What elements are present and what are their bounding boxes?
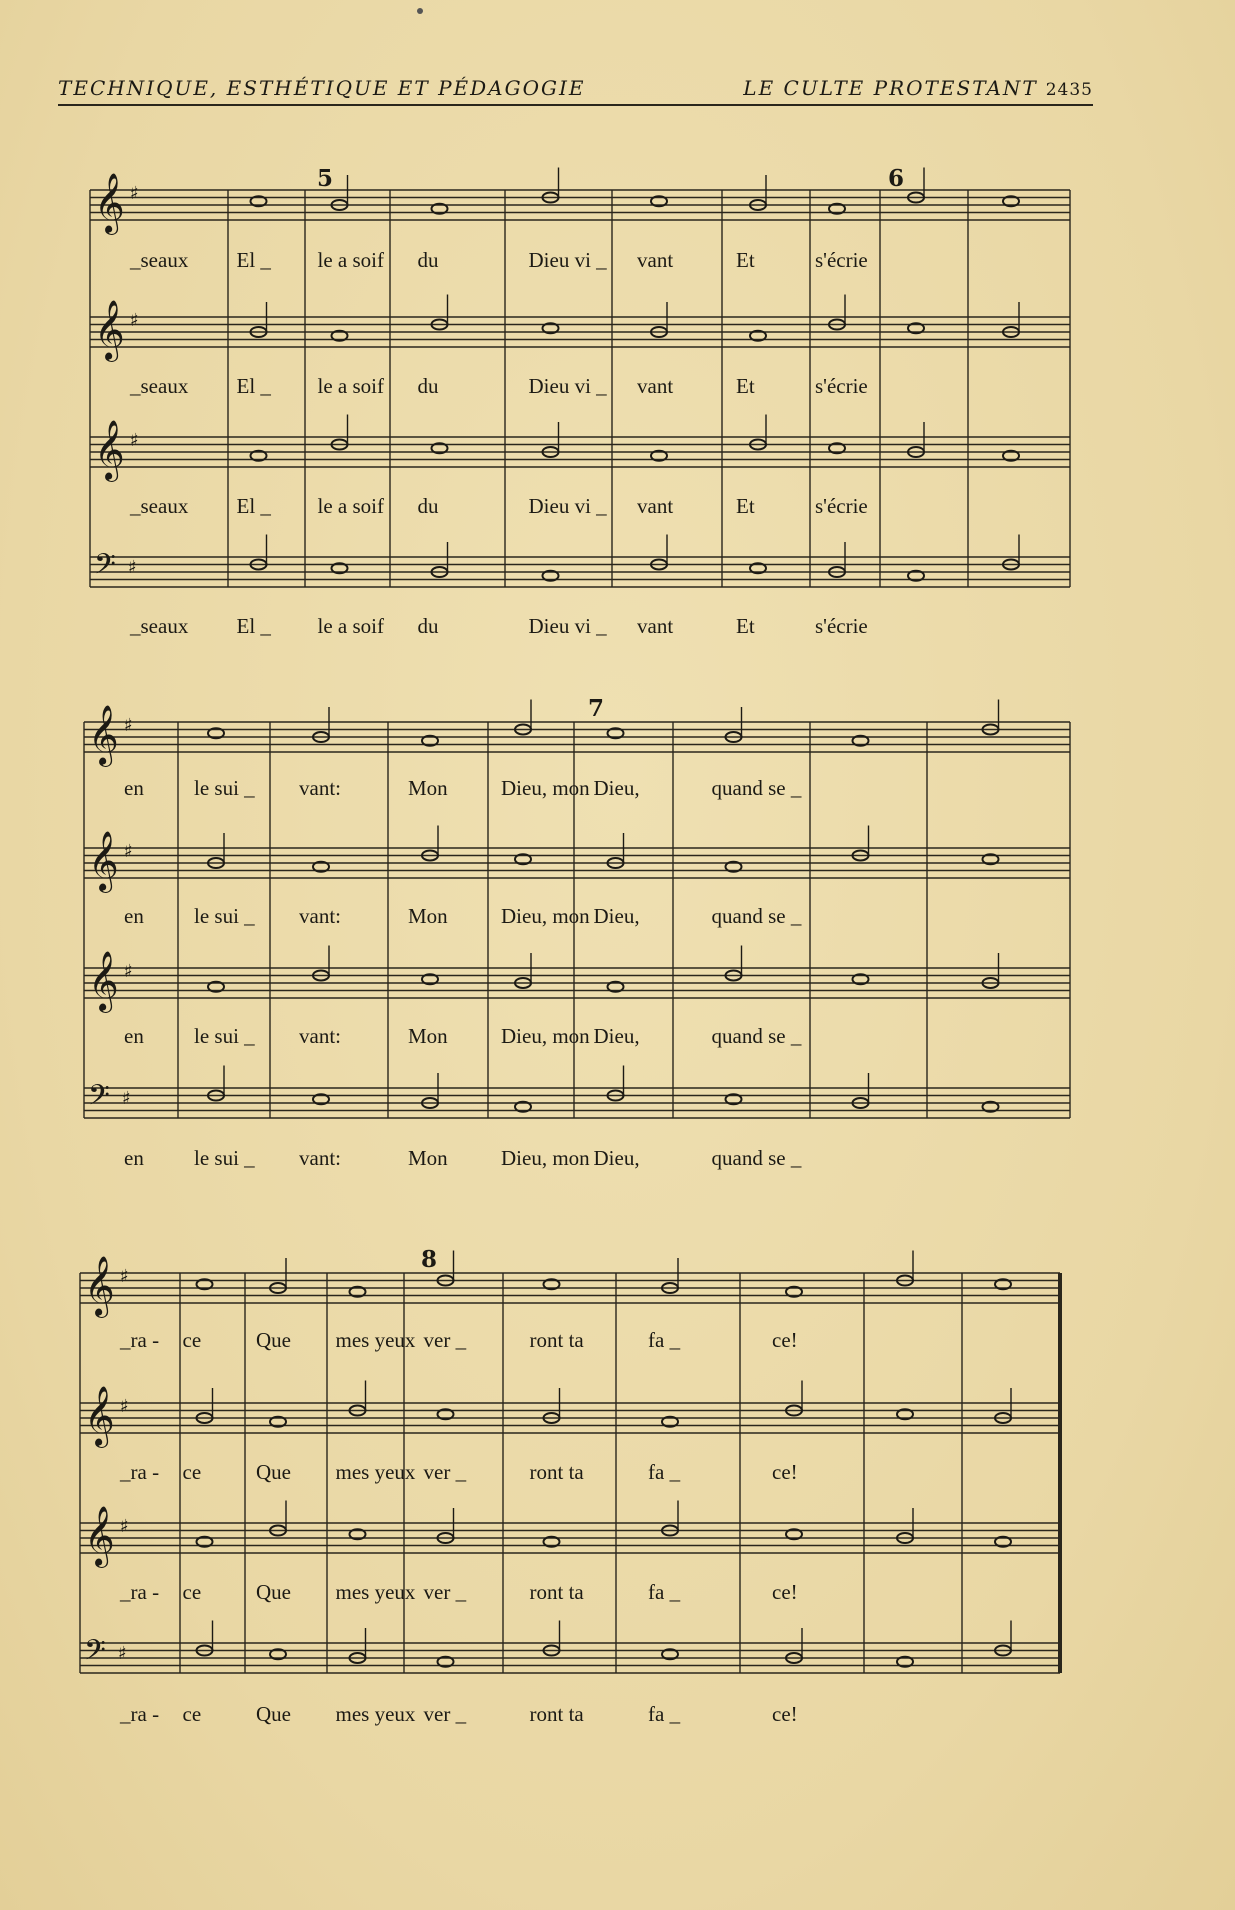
lyric-syllable: mes yeux [335,1580,416,1604]
lyric-syllable: s'écrie [815,614,868,638]
treble-clef-icon: 𝄞 [84,1256,115,1316]
lyric-syllable: Que [256,1702,291,1726]
lyric-syllable: Dieu vi _ [528,494,607,518]
sharp-icon: ♯ [124,961,133,982]
treble-clef-icon: 𝄞 [84,1506,115,1566]
sharp-icon: ♯ [122,1088,131,1109]
treble-clef-icon: 𝄞 [88,705,119,765]
sharp-icon: ♯ [130,430,139,451]
sharp-icon: ♯ [124,715,133,736]
treble-clef-icon: 𝄞 [88,951,119,1011]
lyric-syllable: fa _ [648,1580,681,1604]
lyric-syllable: le a soif [317,248,384,272]
lyric-syllable: du [417,494,439,518]
measure-number: 6 [888,165,905,192]
lyric-syllable: le sui _ [194,904,255,928]
lyric-syllable: Dieu, [593,904,640,928]
sharp-icon: ♯ [120,1266,129,1287]
lyric-syllable: Dieu, mon [501,904,590,928]
lyric-syllable: fa _ [648,1460,681,1484]
lyric-syllable: en [124,1146,144,1170]
lyric-syllable: vant [637,494,674,518]
lyric-syllable: Que [256,1328,291,1352]
lyric-syllable: Dieu vi _ [528,614,607,638]
lyric-syllable: Dieu vi _ [528,374,607,398]
lyric-syllable: en [124,1024,144,1048]
lyric-syllable: en [124,904,144,928]
treble-clef-icon: 𝄞 [84,1386,115,1446]
lyric-syllable: Dieu, mon [501,1146,590,1170]
lyric-syllable: _seaux [130,494,189,518]
lyric-syllable: fa _ [648,1328,681,1352]
lyric-syllable: El _ [236,374,271,398]
lyric-syllable: vant [637,614,674,638]
sharp-icon: ♯ [130,183,139,204]
treble-clef-icon: 𝄞 [88,831,119,891]
lyric-syllable: _seaux [130,248,189,272]
lyric-syllable: le a soif [317,374,384,398]
lyric-syllable: Mon [408,904,448,928]
lyric-syllable: du [417,614,439,638]
lyric-syllable: vant: [299,904,341,928]
lyric-syllable: ce! [772,1460,798,1484]
lyric-syllable: Dieu, [593,1024,640,1048]
lyric-syllable: quand se _ [711,1146,802,1170]
lyric-syllable: ront ta [529,1702,584,1726]
lyric-syllable: quand se _ [711,904,802,928]
sharp-icon: ♯ [120,1516,129,1537]
lyric-syllable: _ra - [120,1328,160,1352]
lyric-syllable: ver _ [423,1580,467,1604]
treble-clef-icon: 𝄞 [94,300,125,360]
sharp-icon: ♯ [120,1396,129,1417]
lyric-syllable: Dieu vi _ [528,248,607,272]
sharp-icon: ♯ [130,310,139,331]
lyric-syllable: le sui _ [194,776,255,800]
lyric-syllable: ront ta [529,1460,584,1484]
lyric-syllable: ce [182,1460,202,1484]
lyric-syllable: Mon [408,776,448,800]
lyric-syllable: vant [637,374,674,398]
lyric-syllable: ver _ [423,1702,467,1726]
sharp-icon: ♯ [128,557,137,578]
bass-clef-icon: 𝄢 [84,1634,106,1674]
lyric-syllable: en [124,776,144,800]
lyric-syllable: Dieu, mon [501,776,590,800]
lyric-syllable: s'écrie [815,494,868,518]
measure-number: 7 [588,695,605,722]
lyric-syllable: Et [736,374,755,398]
lyric-syllable: _seaux [130,614,189,638]
lyric-syllable: vant [637,248,674,272]
lyric-syllable: ront ta [529,1580,584,1604]
lyric-syllable: ce! [772,1580,798,1604]
lyric-syllable: fa _ [648,1702,681,1726]
lyric-syllable: Et [736,248,755,272]
lyric-syllable: El _ [236,614,271,638]
lyric-syllable: le a soif [317,494,384,518]
bass-clef-icon: 𝄢 [94,548,116,588]
lyric-syllable: ce [182,1328,202,1352]
lyric-syllable: ce! [772,1702,798,1726]
lyric-syllable: ce [182,1580,202,1604]
page-number: 2435 [1045,80,1093,100]
lyric-syllable: du [417,374,439,398]
lyric-syllable: ce [182,1702,202,1726]
lyric-syllable: Dieu, [593,1146,640,1170]
lyric-syllable: mes yeux [335,1702,416,1726]
lyric-syllable: Que [256,1460,291,1484]
lyric-syllable: Que [256,1580,291,1604]
lyric-syllable: le sui _ [194,1024,255,1048]
lyric-syllable: Mon [408,1024,448,1048]
lyric-syllable: s'écrie [815,374,868,398]
lyric-syllable: _ra - [120,1702,160,1726]
lyric-syllable: quand se _ [711,1024,802,1048]
header-left-title: TECHNIQUE, ESTHÉTIQUE ET PÉDAGOGIE [58,76,586,100]
bass-clef-icon: 𝄢 [88,1079,110,1119]
lyric-syllable: Et [736,614,755,638]
header-section-title: LE CULTE PROTESTANT [743,76,1038,100]
lyric-syllable: le a soif [317,614,384,638]
lyric-syllable: quand se _ [711,776,802,800]
lyric-syllable: mes yeux [335,1328,416,1352]
lyric-syllable: Mon [408,1146,448,1170]
lyric-syllable: vant: [299,1146,341,1170]
lyric-syllable: Dieu, mon [501,1024,590,1048]
lyric-syllable: _ra - [120,1460,160,1484]
lyric-syllable: Et [736,494,755,518]
lyric-syllable: mes yeux [335,1460,416,1484]
sharp-icon: ♯ [124,841,133,862]
lyric-syllable: vant: [299,1024,341,1048]
sharp-icon: ♯ [118,1643,127,1664]
lyric-syllable: El _ [236,494,271,518]
lyric-syllable: vant: [299,776,341,800]
lyric-syllable: ver _ [423,1328,467,1352]
lyric-syllable: ver _ [423,1460,467,1484]
lyric-syllable: _ra - [120,1580,160,1604]
lyric-syllable: le sui _ [194,1146,255,1170]
lyric-syllable: s'écrie [815,248,868,272]
lyric-syllable: ce! [772,1328,798,1352]
lyric-syllable: ront ta [529,1328,584,1352]
treble-clef-icon: 𝄞 [94,173,125,233]
lyric-syllable: du [417,248,439,272]
measure-number: 8 [421,1246,438,1273]
lyric-syllable: _seaux [130,374,189,398]
measure-number: 5 [317,165,334,192]
lyric-syllable: El _ [236,248,271,272]
treble-clef-icon: 𝄞 [94,420,125,480]
lyric-syllable: Dieu, [593,776,640,800]
